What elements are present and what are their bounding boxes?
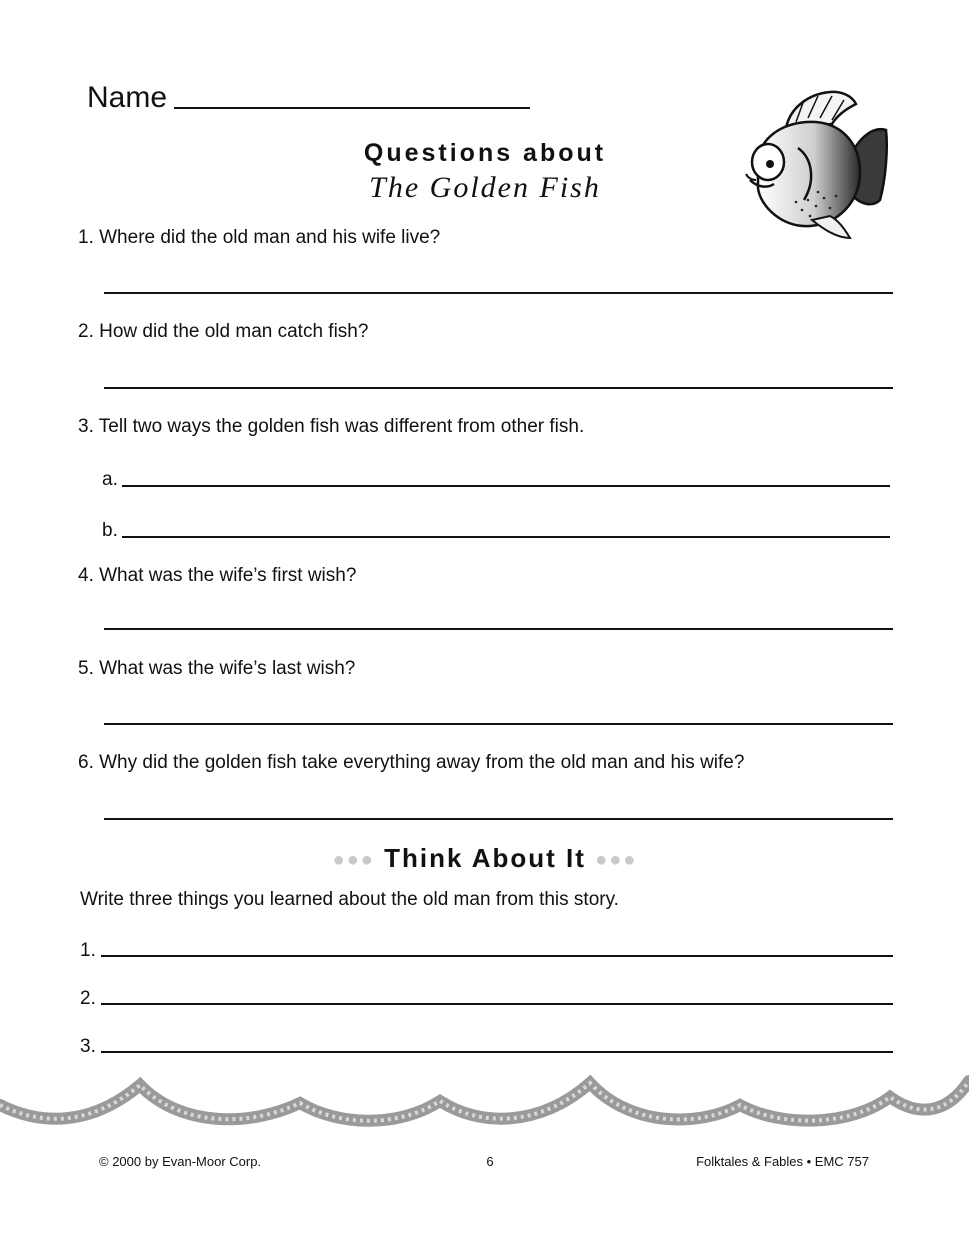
decorative-dots-right: ●●● xyxy=(595,849,638,872)
think-item-1-number: 1. xyxy=(80,940,96,961)
answer-3b-label: b. xyxy=(102,520,118,541)
answer-line-3a[interactable] xyxy=(122,485,890,487)
footer-copyright: © 2000 by Evan-Moor Corp. xyxy=(99,1154,262,1169)
think-about-it-title: Think About It xyxy=(384,843,586,873)
name-label: Name xyxy=(87,81,168,114)
answer-3a-label: a. xyxy=(102,469,118,490)
think-item-3-number: 3. xyxy=(80,1036,96,1057)
worksheet-title-line1: Questions about xyxy=(363,139,607,167)
worksheet-title-line2: The Golden Fish xyxy=(369,171,601,204)
question-3: 3. Tell two ways the golden fish was different from other fish. xyxy=(78,416,585,437)
fish-illustration-icon xyxy=(738,88,890,248)
think-answer-line-1[interactable] xyxy=(101,955,893,957)
think-item-2-number: 2. xyxy=(80,988,96,1009)
think-answer-line-2[interactable] xyxy=(101,1003,893,1005)
think-answer-line-3[interactable] xyxy=(101,1051,893,1053)
question-5: 5. What was the wife’s last wish? xyxy=(78,658,356,679)
answer-line-4[interactable] xyxy=(104,628,893,630)
think-about-it-prompt: Write three things you learned about the old man from this story. xyxy=(80,889,619,910)
answer-line-3b[interactable] xyxy=(122,536,890,538)
question-4: 4. What was the wife’s first wish? xyxy=(78,565,357,586)
answer-line-6[interactable] xyxy=(104,818,893,820)
question-1: 1. Where did the old man and his wife live? xyxy=(78,227,441,248)
footer-page-number: 6 xyxy=(486,1154,494,1169)
wave-border-icon xyxy=(0,1075,969,1145)
answer-line-5[interactable] xyxy=(104,723,893,725)
answer-line-1[interactable] xyxy=(104,292,893,294)
question-6: 6. Why did the golden fish take everything away from the old man and his wife? xyxy=(78,752,745,773)
decorative-dots-left: ●●● xyxy=(332,849,375,872)
footer-book-info: Folktales & Fables • EMC 757 xyxy=(696,1154,869,1169)
answer-line-2[interactable] xyxy=(104,387,893,389)
name-field-line[interactable] xyxy=(174,107,530,109)
question-2: 2. How did the old man catch fish? xyxy=(78,321,369,342)
think-about-it-heading xyxy=(300,840,670,878)
